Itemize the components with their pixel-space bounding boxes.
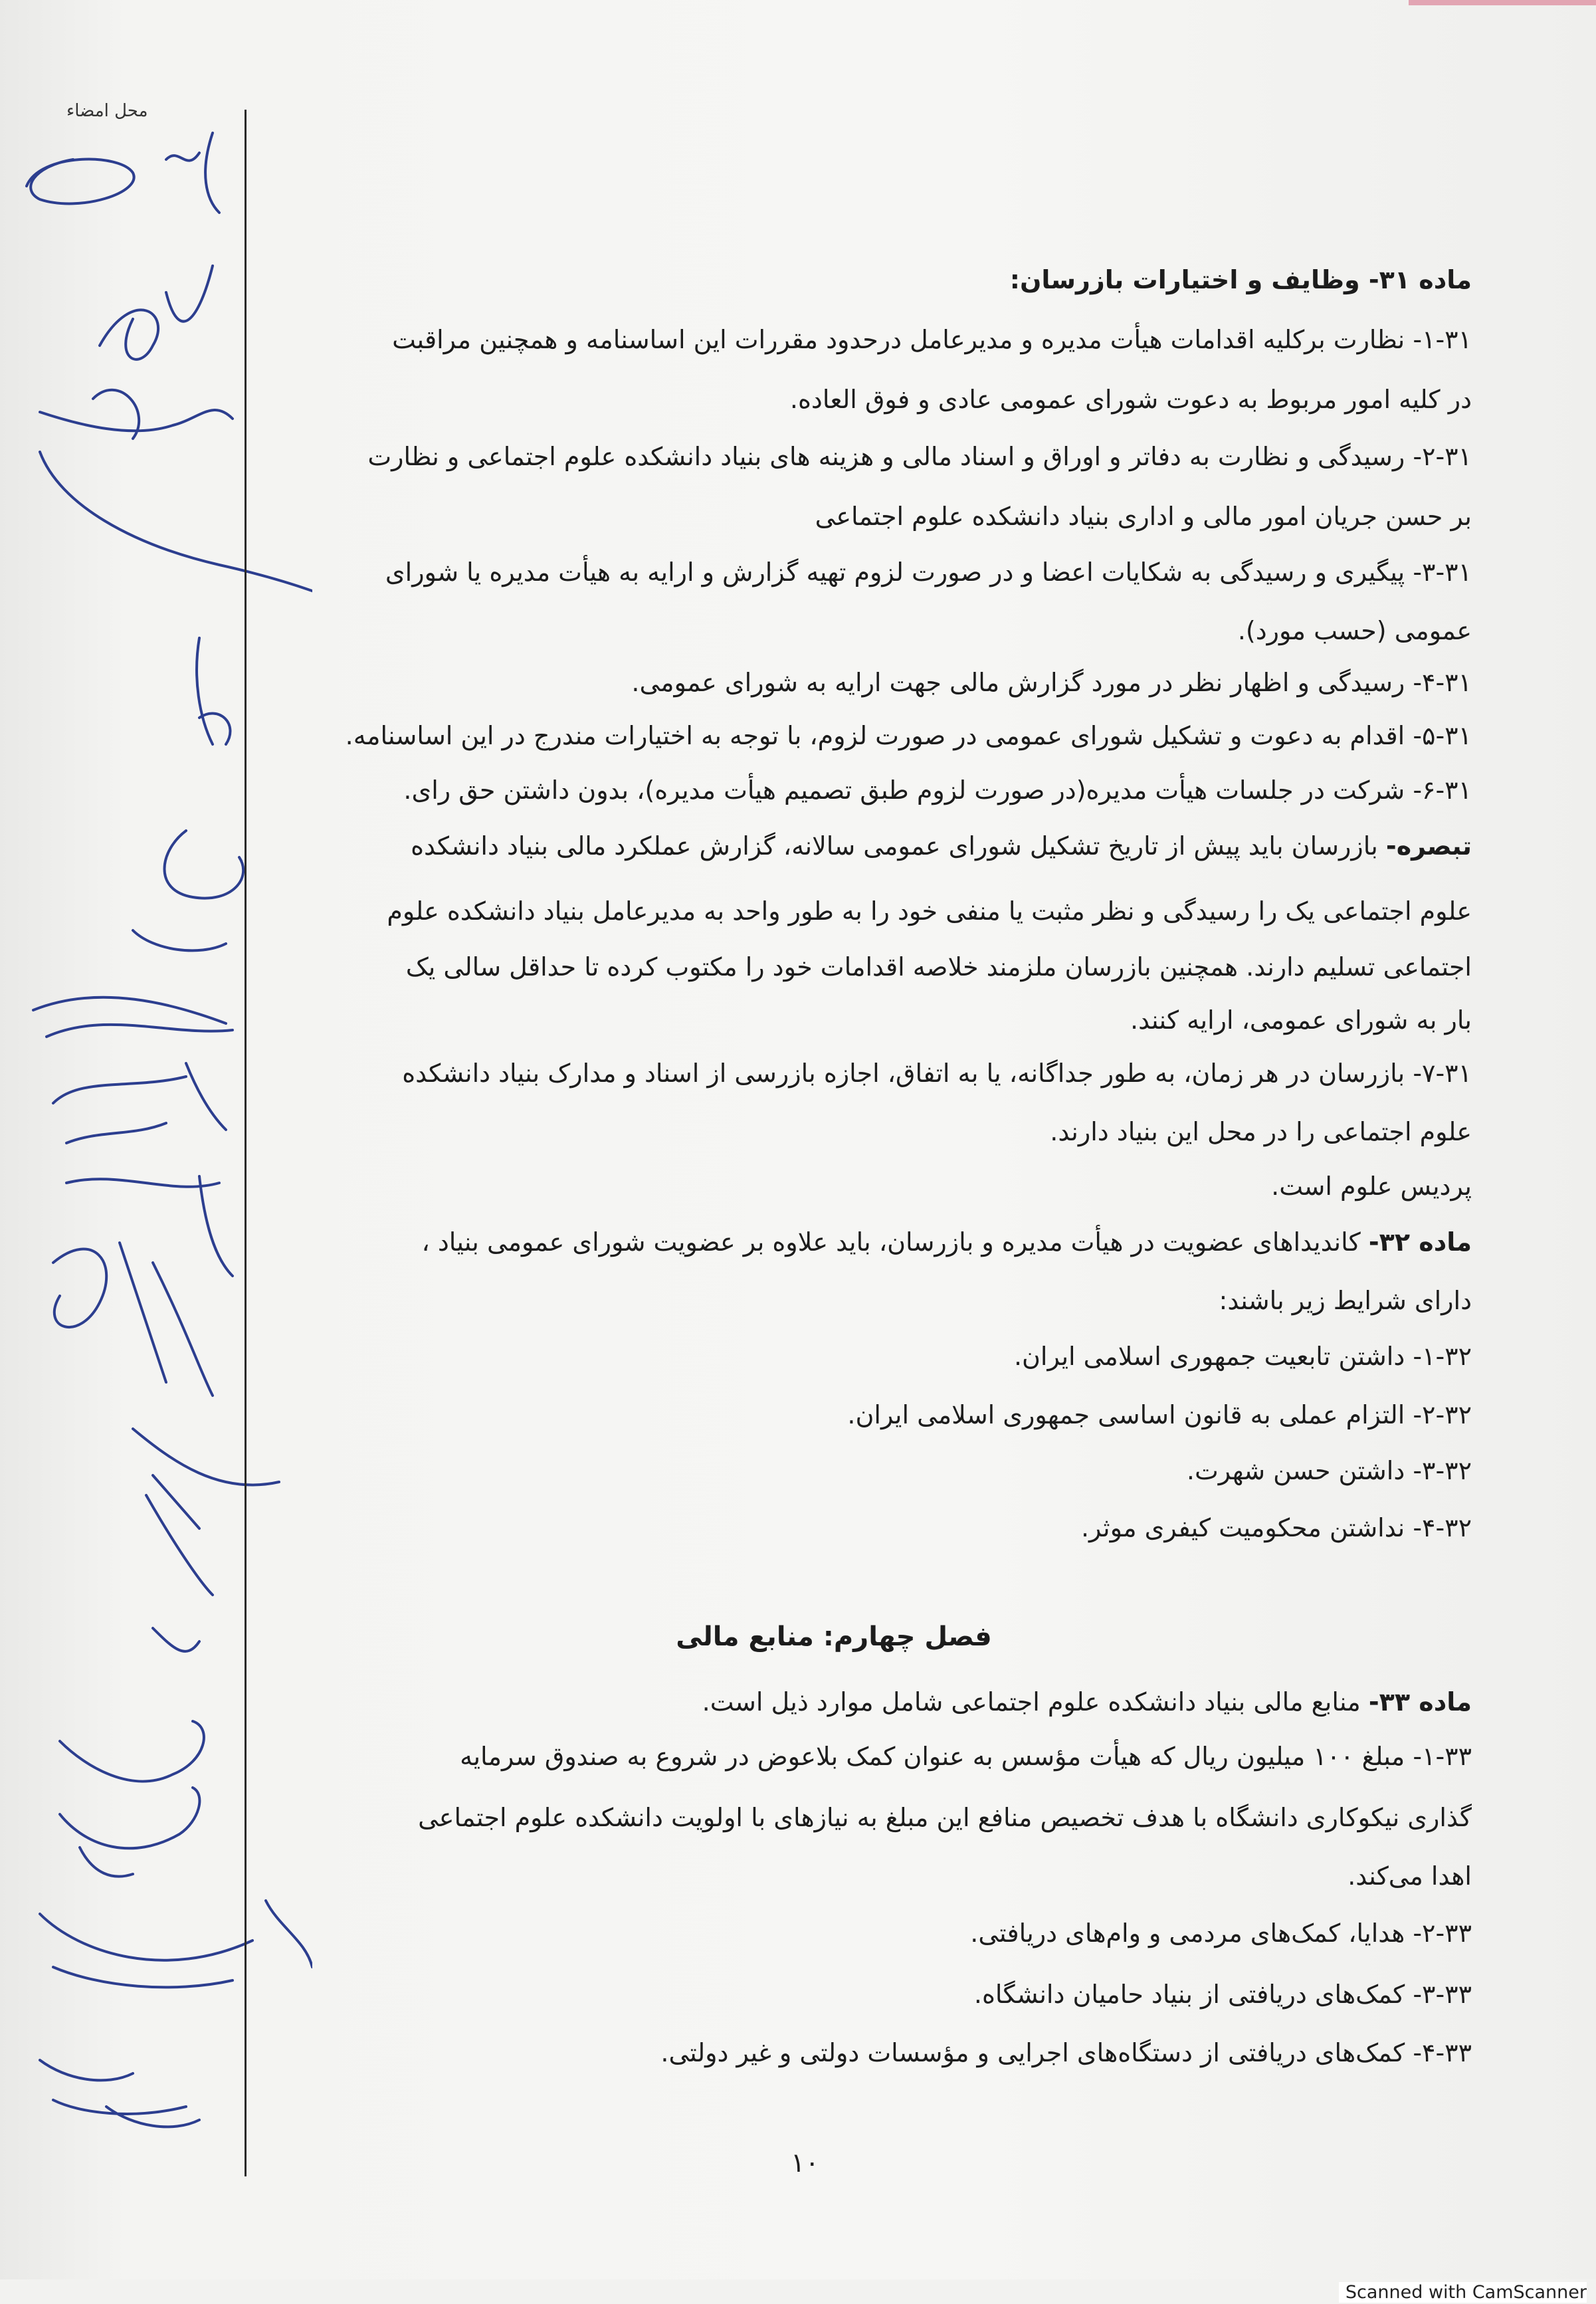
article-31-line-8: ۵-۳۱- اقدام به دعوت و تشکیل شورای عمومی در صورت لزوم، با توجه به اختیارات مندرج در این اساسنامه. bbox=[345, 721, 1472, 750]
signature-4 bbox=[40, 452, 312, 631]
article-31-line-11: علوم اجتماعی را در محل این بنیاد دارند. bbox=[1050, 1117, 1472, 1146]
signature-6 bbox=[133, 831, 243, 950]
article-33-line-2: گذاری نیکوکاری دانشگاه با هدف تخصیص منافع این مبلغ به نیازهای با اولویت دانشکده علوم اجتماعی bbox=[418, 1803, 1472, 1832]
article-33-line-4: ۲-۳۳- هدایا، کمک‌های مردمی و وام‌های دریافتی. bbox=[970, 1919, 1472, 1948]
signatures bbox=[0, 0, 312, 2193]
signature-2 bbox=[100, 266, 213, 360]
article-32-item-1: ۱-۳۲- داشتن تابعیت جمهوری اسلامی ایران. bbox=[1013, 1342, 1472, 1371]
article-31-line-12: پردیس علوم است. bbox=[1271, 1172, 1472, 1201]
margin-line bbox=[245, 110, 247, 2176]
signature-16 bbox=[40, 2060, 199, 2127]
article-32-item-2: ۲-۳۲- التزام عملی به قانون اساسی جمهوری اسلامی ایران. bbox=[847, 1400, 1472, 1429]
article-31-line-5: ۳-۳۱- پیگیری و رسیدگی به شکایات اعضا و در صورت لزوم تهیه گزارش و ارایه به هیأت مدیره یا شورای bbox=[385, 558, 1472, 587]
signature-5 bbox=[197, 638, 230, 744]
article-31-note-line-1 bbox=[269, 831, 1472, 861]
article-31-line-2: در کلیه امور مربوط به دعوت شورای عمومی عادی و فوق العاده. bbox=[789, 385, 1472, 414]
signature-3 bbox=[40, 390, 233, 439]
article-33-title: ماده ۳۳- bbox=[1368, 1687, 1472, 1717]
note-text-1: بازرسان باید پیش از تاریخ تشکیل شورای عمومی سالانه، گزارش عملکرد مالی بنیاد دانشکده bbox=[411, 831, 1386, 861]
article-31-line-7: ۴-۳۱- رسیدگی و اظهار نظر در مورد گزارش مالی جهت ارایه به شورای عمومی. bbox=[631, 668, 1472, 697]
article-31-line-3: ۲-۳۱- رسیدگی و نظارت به دفاتر و اوراق و اسناد مالی و هزینه های بنیاد دانشکده علوم اجتماعی و نظارت bbox=[367, 442, 1472, 471]
article-32-item-4: ۴-۳۲- نداشتن محکومیت کیفری موثر. bbox=[1080, 1513, 1472, 1542]
article-32-intro bbox=[269, 1227, 1472, 1257]
chapter-4-title: فصل چهارم: منابع مالی bbox=[676, 1622, 992, 1652]
signature-11 bbox=[133, 1429, 279, 1595]
article-31-line-6: عمومی (حسب مورد). bbox=[1237, 616, 1472, 645]
article-33-line-3: اهدا می‌کند. bbox=[1347, 1861, 1472, 1891]
article-31-note-line-2: علوم اجتماعی یک را رسیدگی و نظر مثبت یا منفی خود را به طور واحد به مدیرعامل بنیاد دانشکده علوم bbox=[387, 896, 1472, 926]
article-33-line-6: ۴-۳۳- کمک‌های دریافتی از دستگاه‌های اجرایی و مؤسسات دولتی و غیر دولتی. bbox=[660, 2038, 1472, 2067]
signature-9 bbox=[66, 1176, 233, 1276]
signature-14 bbox=[40, 1914, 252, 1987]
article-33-intro-text: منابع مالی بنیاد دانشکده علوم اجتماعی شامل موارد ذیل است. bbox=[702, 1687, 1369, 1717]
article-31-line-1: ۱-۳۱- نظارت برکلیه اقدامات هیأت مدیره و مدیرعامل درحدود مقررات این اساسنامه و همچنین مراقبت bbox=[392, 325, 1472, 354]
article-32-title: ماده ۳۲- bbox=[1368, 1227, 1472, 1257]
signature-13 bbox=[60, 1788, 199, 1877]
article-33-intro bbox=[269, 1687, 1472, 1717]
article-33-line-1: ۱-۳۳- مبلغ ۱۰۰ میلیون ریال که هیأت مؤسس به عنوان کمک بلاعوض در شروع به صندوق سرمایه bbox=[460, 1742, 1472, 1771]
article-31-line-9: ۶-۳۱- شرکت در جلسات هیأت مدیره(در صورت لزوم طبق تصمیم هیأت مدیره)، بدون داشتن حق رای. bbox=[403, 776, 1472, 805]
signature-7 bbox=[33, 997, 233, 1037]
article-31-note-line-3: اجتماعی تسلیم دارند. همچنین بازرسان ملزمند خلاصه اقدامات خود را مکتوب کرده تا حداقل سالی یک bbox=[405, 952, 1472, 982]
article-32-item-3: ۳-۳۲- داشتن حسن شهرت. bbox=[1186, 1456, 1472, 1485]
page-number: ۱۰ bbox=[791, 2148, 819, 2178]
article-33-line-5: ۳-۳۳- کمک‌های دریافتی از بنیاد حامیان دانشگاه. bbox=[973, 1980, 1472, 2009]
scanner-watermark: Scanned with CamScanner bbox=[1339, 2282, 1587, 2303]
article-31-title: ماده ۳۱- وظایف و اختیارات بازرسان: bbox=[1009, 265, 1472, 294]
article-32-intro-text: کاندیداهای عضویت در هیأت مدیره و بازرسان، باید علاوه بر عضویت شورای عمومی بنیاد ، bbox=[421, 1227, 1369, 1257]
signature-1 bbox=[27, 133, 219, 213]
signature-10 bbox=[53, 1243, 213, 1396]
article-31-line-4: بر حسن جریان امور مالی و اداری بنیاد دانشکده علوم اجتماعی bbox=[815, 502, 1472, 531]
signature-8 bbox=[53, 1063, 226, 1143]
signature-12 bbox=[60, 1628, 204, 1781]
note-label: تبصره- bbox=[1385, 831, 1472, 861]
article-31-line-10: ۷-۳۱- بازرسان در هر زمان، به طور جداگانه، یا به اتفاق، اجازه بازرسی از اسناد و مدارک بنیاد دانشکده bbox=[402, 1059, 1472, 1088]
signature-place-label: محل امضاء bbox=[66, 101, 148, 121]
article-32-intro-2: دارای شرایط زیر باشند: bbox=[1219, 1286, 1472, 1315]
article-31-note-line-4: بار به شورای عمومی، ارایه کنند. bbox=[1130, 1005, 1472, 1035]
red-edge-mark bbox=[1409, 0, 1596, 5]
